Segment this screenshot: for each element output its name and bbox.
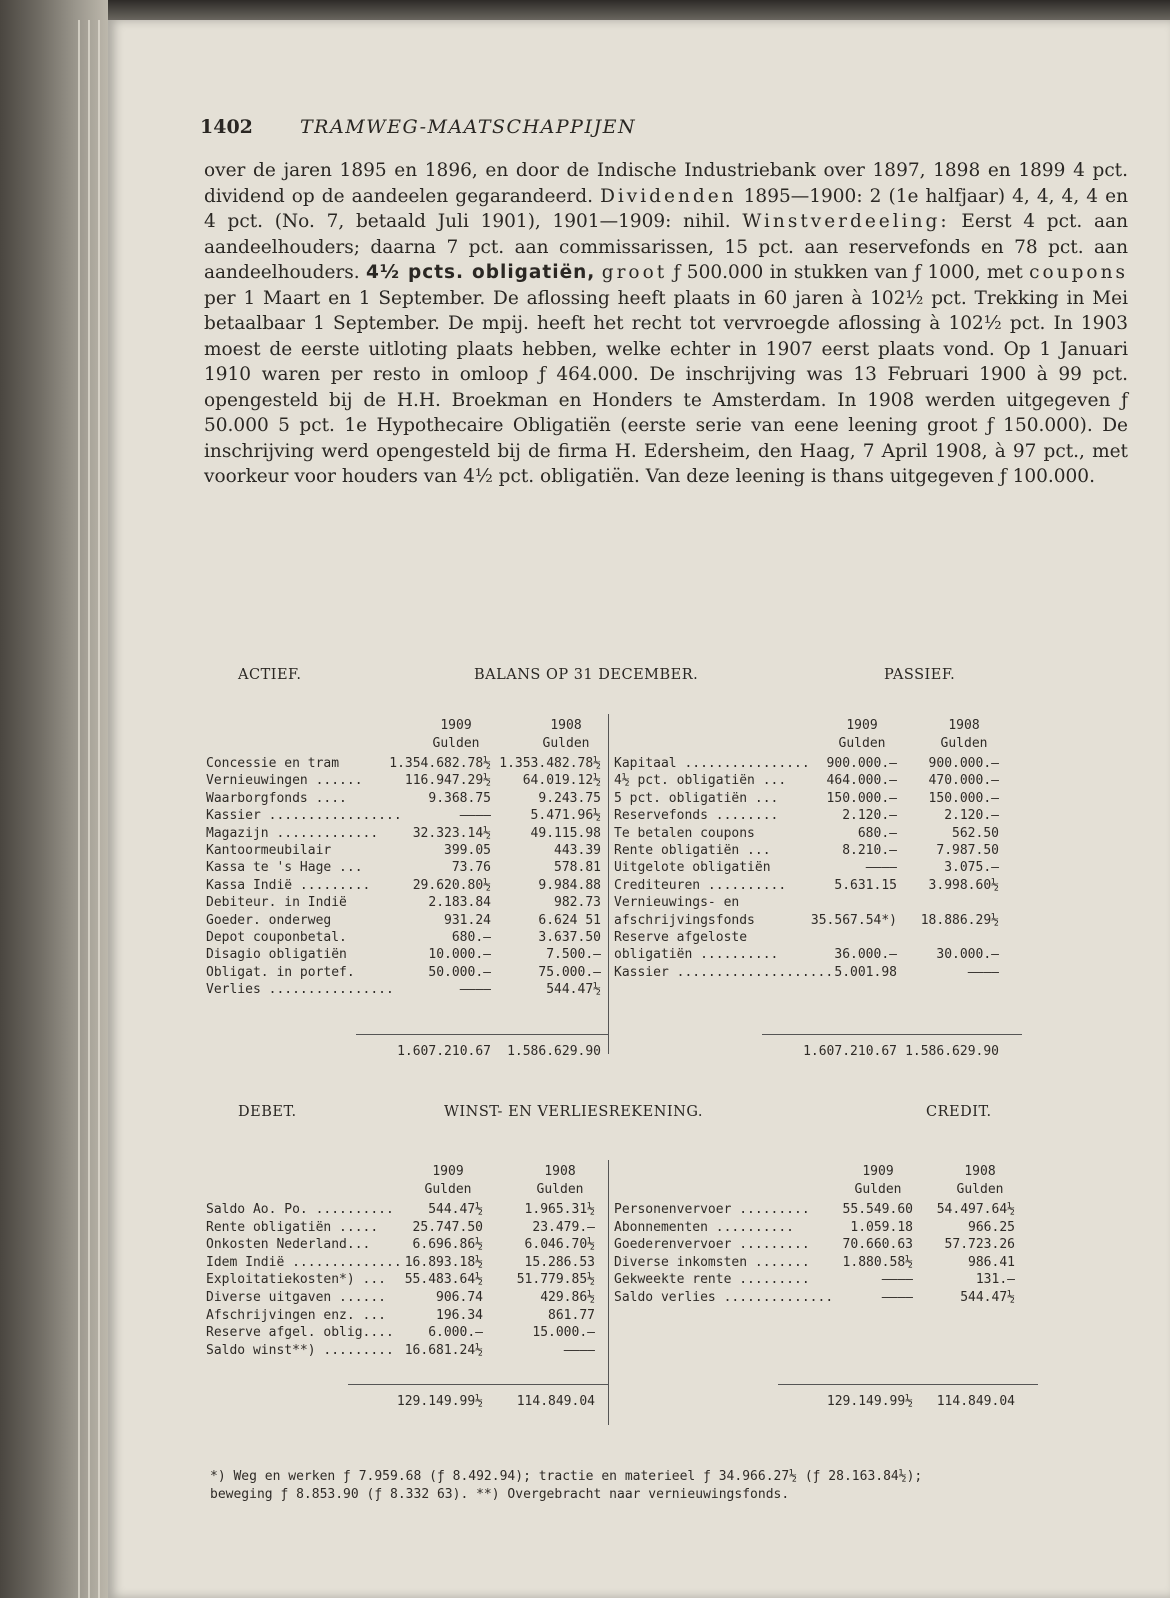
value-cell: 75.000.— — [538, 964, 601, 980]
total-cell: 1.586.629.90 — [507, 1044, 601, 1059]
row-label: 4½ pct. obligatiën ... — [614, 773, 787, 789]
value-cell: 9.368.75 — [428, 790, 491, 806]
value-cell: 6.696.86½ — [412, 1237, 483, 1253]
value-cell: 680.— — [451, 930, 491, 945]
value-cell: 1.965.31½ — [524, 1202, 595, 1217]
value-cell: 150.000.— — [928, 790, 999, 806]
row-label: Kantoormeubilair — [206, 843, 332, 858]
value-cell: 429.86½ — [540, 1290, 595, 1305]
value-cell: 36.000.— — [834, 947, 897, 963]
row-label: Rente obligatiën ... — [614, 843, 771, 858]
value-cell: 131.— — [975, 1272, 1015, 1288]
value-cell: 562.50 — [952, 825, 999, 841]
column-divider — [608, 1160, 609, 1425]
row-label: 5 pct. obligatiën ... — [614, 790, 779, 806]
value-cell: 8.210.— — [842, 843, 897, 858]
total-cell: 114.849.04 — [936, 1394, 1015, 1409]
row-label: Obligat. in portef. — [206, 964, 355, 980]
value-cell: 23.479.— — [532, 1219, 595, 1235]
value-cell: 2.120.— — [842, 808, 897, 824]
value-cell: 15.000.— — [532, 1325, 595, 1341]
value-cell: 35.567.54*) — [810, 912, 897, 928]
year-header: 1908 — [948, 718, 980, 733]
row-label: Uitgelote obligatiën — [614, 860, 771, 876]
value-cell: 6.000.— — [428, 1325, 483, 1341]
value-cell: 1.354.682.78½ — [389, 756, 491, 771]
total-cell: 1.607.210.67 — [397, 1044, 491, 1059]
value-cell: 57.723.26 — [944, 1237, 1015, 1253]
value-cell: 3.998.60½ — [928, 877, 999, 893]
debet-label: DEBET. — [238, 1104, 297, 1120]
row-label: Rente obligatiën ..... — [206, 1219, 379, 1235]
value-cell: 49.115.98 — [530, 825, 601, 841]
footnote-line-2: beweging ƒ 8.853.90 (ƒ 8.332 63). **) Overgebracht naar vernieuwingsfonds. — [210, 1487, 790, 1502]
row-label: Saldo Ao. Po. .......... — [206, 1202, 394, 1217]
value-cell: ———— — [459, 982, 491, 998]
year-header: 1908 — [550, 718, 582, 733]
total-rule — [778, 1384, 1038, 1385]
winst-title: WINST- EN VERLIESREKENING. — [444, 1104, 703, 1120]
year-header: 1908 — [964, 1164, 996, 1179]
value-cell: 1.059.18 — [850, 1219, 913, 1235]
row-label: Saldo winst**) ......... — [206, 1342, 394, 1358]
row-label: Goederenvervoer ......... — [614, 1237, 810, 1253]
unit-header: Gulden — [838, 736, 886, 751]
unit-header: Gulden — [424, 1182, 472, 1197]
value-cell: 982.73 — [554, 895, 601, 911]
value-cell: 29.620.80½ — [412, 877, 491, 893]
value-cell: 9.243.75 — [538, 790, 601, 806]
value-cell: 470.000.— — [928, 773, 999, 789]
value-cell: 3.637.50 — [538, 930, 601, 945]
unit-header: Gulden — [536, 1182, 584, 1197]
value-cell: 18.886.29½ — [920, 912, 999, 928]
row-label: Onkosten Nederland... — [206, 1237, 371, 1253]
year-header: 1909 — [440, 718, 472, 733]
total-rule — [348, 1384, 608, 1385]
value-cell: 150.000.— — [826, 790, 897, 806]
value-cell: 544.47½ — [960, 1290, 1015, 1305]
row-label: Diverse uitgaven ...... — [206, 1290, 387, 1305]
value-cell: ———— — [881, 1272, 913, 1288]
value-cell: 25.747.50 — [412, 1219, 483, 1235]
actief-label: ACTIEF. — [238, 667, 302, 683]
value-cell: 16.681.24½ — [404, 1342, 483, 1358]
value-cell: 2.120.— — [944, 808, 999, 824]
unit-header: Gulden — [542, 736, 590, 751]
row-label: Debiteur. in Indië — [206, 895, 347, 911]
total-cell: 1.607.210.67 — [803, 1044, 897, 1059]
value-cell: 900.000.— — [928, 756, 999, 771]
value-cell: 544.47½ — [546, 982, 601, 998]
row-label: Gekweekte rente ......... — [614, 1272, 810, 1288]
row-label: Te betalen coupons — [614, 825, 755, 841]
value-cell: 7.987.50 — [936, 843, 999, 858]
value-cell: 55.549.60 — [842, 1202, 913, 1217]
unit-header: Gulden — [940, 736, 988, 751]
passief-label: PASSIEF. — [884, 667, 956, 683]
footnote-line-1: *) Weg en werken ƒ 7.959.68 (ƒ 8.492.94); tractie en materieel ƒ 34.966.27½ (ƒ 28.163.84½); — [210, 1469, 923, 1484]
scan-top-edge — [0, 0, 1170, 20]
value-cell: 70.660.63 — [842, 1237, 913, 1253]
value-cell: 15.286.53 — [524, 1254, 595, 1270]
book-page — [108, 20, 1170, 1598]
value-cell: 196.34 — [436, 1307, 483, 1323]
value-cell: 16.893.18½ — [404, 1254, 483, 1270]
row-label: Reserve afgel. oblig.... — [206, 1325, 394, 1341]
row-label: Diverse inkomsten ....... — [614, 1254, 810, 1270]
value-cell: 399.05 — [444, 843, 491, 858]
value-cell: 116.947.29½ — [404, 773, 491, 789]
unit-header: Gulden — [432, 736, 480, 751]
row-label: Crediteuren .......... — [614, 877, 787, 893]
value-cell: 443.39 — [554, 843, 601, 858]
value-cell: 55.483.64½ — [404, 1272, 483, 1288]
value-cell: 5.001.98 — [834, 964, 897, 980]
total-cell: 129.149.99½ — [396, 1394, 483, 1409]
value-cell: 10.000.— — [428, 947, 491, 963]
row-label: Exploitatiekosten*) ... — [206, 1272, 387, 1288]
value-cell: 73.76 — [451, 860, 491, 876]
value-cell: 986.41 — [968, 1254, 1015, 1270]
value-cell: 1.880.58½ — [842, 1254, 913, 1270]
total-cell: 1.586.629.90 — [905, 1044, 999, 1059]
year-header: 1908 — [544, 1164, 576, 1179]
value-cell: 5.631.15 — [834, 877, 897, 893]
value-cell: 931.24 — [444, 912, 491, 928]
row-label: Abonnementen .......... — [614, 1219, 795, 1235]
row-label: afschrijvingsfonds — [614, 912, 755, 928]
row-label: Vernieuwingen ...... — [206, 773, 363, 789]
row-label: Magazijn ............. — [206, 825, 379, 841]
value-cell: 32.323.14½ — [412, 825, 491, 841]
unit-header: Gulden — [854, 1182, 902, 1197]
value-cell: 2.183.84 — [428, 895, 491, 911]
page-number: 1402 — [200, 116, 253, 138]
value-cell: 54.497.64½ — [936, 1202, 1015, 1217]
row-label: Kassa Indië ......... — [206, 877, 371, 893]
value-cell: 7.500.— — [546, 947, 601, 963]
total-cell: 129.149.99½ — [826, 1394, 913, 1409]
body-paragraph: over de jaren 1895 en 1896, en door de Indische Industriebank over 1897, 1898 en 1899 4 pct. dividend op de aandeelen gegarandeerd. Dividenden 1895—1900: 2 (1e halfjaar) 4, 4, 4, 4 en 4 pct. (No. 7, betaald Juli 1901), 1901—1909: nihil. Winstverdeeling: Eerst 4 pct. aan aandeelhouders; daarna 7 pct. aan commissarissen, 15 pct. aan reservefonds en 78 pct. aan aandeelhouders. 4½ pcts. obligatiën, groot ƒ 500.000 in stukken van ƒ 1000, met coupons per 1 Maart en 1 September. De aflossing heeft plaats in 60 jaren à 102½ pct. Trekking in Mei betaalbaar 1 September. De mpij. heeft het recht tot vervroegde aflossing à 102½ pct. In 1903 moest de eerste uitloting plaats hebben, welke echter in 1907 eerst plaats vond. Op 1 Januari 1910 waren per resto in omloop ƒ 464.000. De inschrijving was 13 Februari 1900 à 99 pct. opengesteld bij de H.H. Broekman en Honders te Amsterdam. In 1908 werden uitgegeven ƒ 50.000 5 pct. 1e Hypothecaire Obligatiën (eerste serie van eene leening groot ƒ 150.000). De inschrijving werd opengesteld bij de firma H. Edersheim, den Haag, 7 April 1908, à 97 pct., met voorkeur voor houders van 4½ pct. obligatiën. Van deze leening is thans uitgegeven ƒ 100.000. — [204, 160, 1128, 487]
value-cell: ———— — [865, 860, 897, 876]
value-cell: 966.25 — [968, 1219, 1015, 1235]
balans-title: BALANS OP 31 DECEMBER. — [474, 667, 699, 683]
value-cell: 5.471.96½ — [530, 808, 601, 824]
row-label: Kapitaal ................ — [614, 756, 810, 771]
total-cell: 114.849.04 — [516, 1394, 595, 1409]
row-label: Reserve afgeloste — [614, 930, 748, 945]
row-label: Waarborgfonds .... — [206, 790, 347, 806]
row-label: Kassa te 's Hage ... — [206, 860, 363, 876]
value-cell: 861.77 — [548, 1307, 595, 1323]
value-cell: ———— — [881, 1290, 913, 1305]
row-label: Personenvervoer ......... — [614, 1202, 810, 1217]
row-label: Vernieuwings- en — [614, 895, 740, 911]
value-cell: 30.000.— — [936, 947, 999, 963]
year-header: 1909 — [862, 1164, 894, 1179]
value-cell: ———— — [967, 964, 999, 980]
row-label: Kassier ................. — [206, 808, 402, 824]
year-header: 1909 — [432, 1164, 464, 1179]
winst-table — [108, 20, 1170, 1460]
running-title: TRAMWEG-MAATSCHAPPIJEN — [300, 116, 637, 138]
row-label: Idem Indië .............. — [206, 1254, 402, 1270]
credit-label: CREDIT. — [926, 1104, 992, 1120]
value-cell: ———— — [563, 1342, 595, 1358]
book-binding — [0, 0, 108, 1598]
row-label: Afschrijvingen enz. ... — [206, 1307, 387, 1323]
row-label: Saldo verlies .............. — [614, 1290, 834, 1305]
row-label: Verlies ................ — [206, 982, 394, 998]
row-label: Goeder. onderweg — [206, 912, 332, 928]
row-label: Disagio obligatiën — [206, 947, 347, 963]
value-cell: 51.779.85½ — [516, 1272, 595, 1288]
year-header: 1909 — [846, 718, 878, 733]
value-cell: 906.74 — [436, 1290, 483, 1305]
row-label: Reservefonds ........ — [614, 808, 779, 824]
value-cell: ———— — [459, 808, 491, 824]
value-cell: 50.000.— — [428, 964, 491, 980]
row-label: obligatiën .......... — [614, 947, 779, 963]
value-cell: 578.81 — [554, 860, 601, 876]
value-cell: 6.624 51 — [538, 912, 601, 928]
footnote — [210, 1468, 1030, 1504]
row-label: Concessie en tram — [206, 756, 340, 771]
value-cell: 900.000.— — [826, 756, 897, 771]
value-cell: 64.019.12½ — [522, 773, 601, 789]
value-cell: 680.— — [857, 825, 897, 841]
value-cell: 6.046.70½ — [524, 1237, 595, 1253]
value-cell: 1.353.482.78½ — [499, 756, 601, 771]
value-cell: 464.000.— — [826, 773, 897, 789]
value-cell: 3.075.— — [944, 860, 999, 876]
row-label: Kassier .................... — [614, 964, 834, 980]
unit-header: Gulden — [956, 1182, 1004, 1197]
value-cell: 544.47½ — [428, 1202, 483, 1217]
row-label: Depot couponbetal. — [206, 930, 347, 945]
value-cell: 9.984.88 — [538, 877, 601, 893]
